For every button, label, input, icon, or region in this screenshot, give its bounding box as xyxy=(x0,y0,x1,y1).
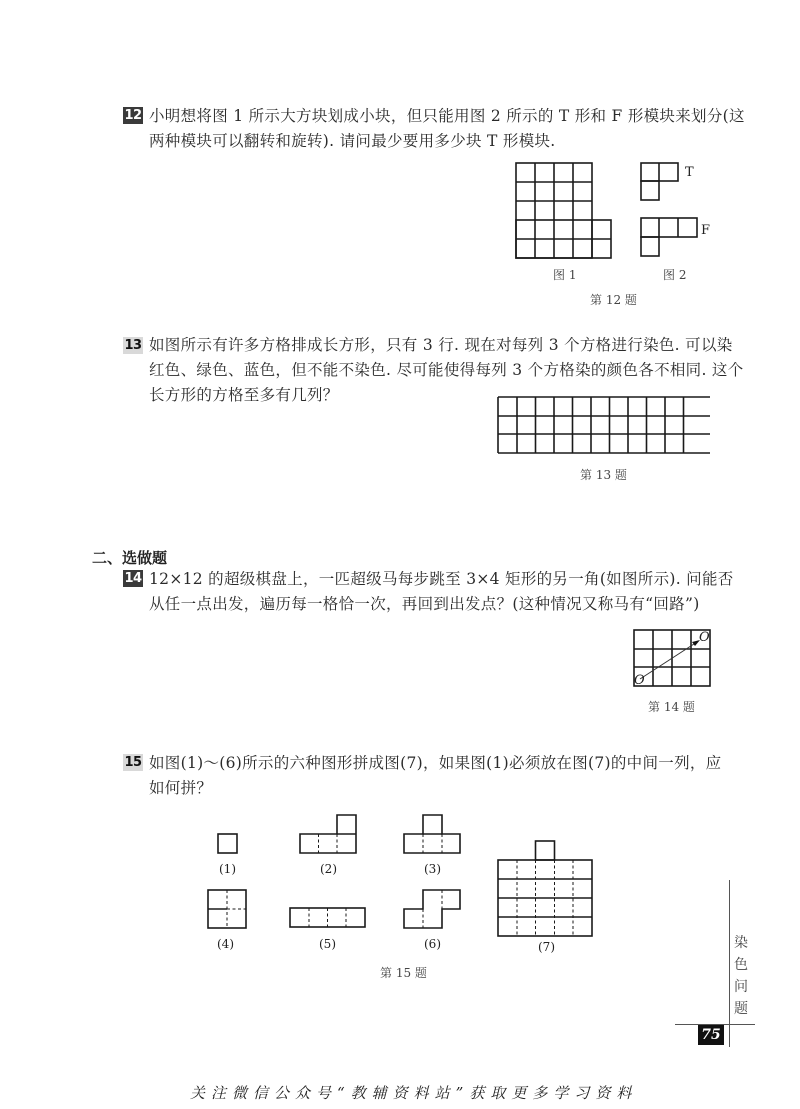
figure-caption: 第 15 题 xyxy=(380,966,427,980)
piece-3-label: (3) xyxy=(424,862,441,876)
start-point-label: O xyxy=(634,673,645,688)
chapter-title-char: 色 xyxy=(734,957,748,973)
t-shape-label: T xyxy=(685,165,694,180)
chapter-title-char: 染 xyxy=(734,935,748,951)
f-shape-figure xyxy=(641,218,701,258)
piece-6-figure xyxy=(404,890,464,932)
target-shape-figure xyxy=(498,841,598,941)
problem-number-badge: 14 xyxy=(124,571,142,586)
piece-4-figure xyxy=(208,890,250,932)
figure-1-grid xyxy=(516,163,612,259)
piece-2-figure xyxy=(300,815,360,857)
problem-text-line: 从任一点出发，遍历每一格恰一次，再回到出发点？(这种情况又称马有“回路”) xyxy=(149,595,700,613)
figure-2-label: 图 2 xyxy=(663,268,687,282)
f-shape-label: F xyxy=(701,223,711,238)
piece-1-label: (1) xyxy=(219,862,236,876)
piece-5-figure xyxy=(290,908,370,930)
figure-caption: 第 14 题 xyxy=(648,700,695,714)
knight-move-arrow xyxy=(640,642,697,679)
problem-text-line: 两种模块可以翻转和旋转). 请问最少要用多少块 T 形模块. xyxy=(149,132,556,150)
problem-text-line: 红色、绿色、蓝色，但不能不染色. 尽可能使得每列 3 个方格染的颜色各不相同. 这个 xyxy=(149,361,744,379)
three-row-grid-figure xyxy=(498,397,712,455)
footer-watermark: 关注微信公众号“教辅资料站”获取更多学习资料 xyxy=(190,1084,638,1102)
sidebar-vertical-rule xyxy=(729,880,730,1047)
problem-number-badge: 13 xyxy=(124,338,142,353)
piece-2-label: (2) xyxy=(320,862,337,876)
piece-1-figure xyxy=(218,834,240,856)
figure-1-label: 图 1 xyxy=(553,268,577,282)
problem-text-line: 小明想将图 1 所示大方块划成小块，但只能用图 2 所示的 T 形和 F 形模块来划分(这 xyxy=(149,107,745,125)
chapter-title-char: 题 xyxy=(734,1001,748,1017)
t-shape-figure xyxy=(641,163,681,203)
problem-number-badge: 12 xyxy=(124,108,142,123)
piece-7-label: (7) xyxy=(538,940,555,954)
figure-caption: 第 12 题 xyxy=(590,293,637,307)
end-point-label: O xyxy=(699,630,710,645)
problem-number-badge: 15 xyxy=(124,755,142,770)
figure-caption: 第 13 题 xyxy=(580,468,627,482)
section-heading: 二、选做题 xyxy=(92,549,168,567)
problem-text-line: 如何拼？ xyxy=(149,779,213,797)
piece-4-label: (4) xyxy=(217,937,234,951)
piece-6-label: (6) xyxy=(424,937,441,951)
chapter-title-char: 问 xyxy=(734,979,748,995)
problem-text-line: 长方形的方格至多有几列？ xyxy=(149,386,339,404)
problem-text-line: 如图(1)～(6)所示的六种图形拼成图(7)，如果图(1)必须放在图(7)的中间一列，应 xyxy=(149,754,722,772)
piece-3-figure xyxy=(404,815,464,857)
page-number: 75 xyxy=(698,1025,724,1045)
piece-5-label: (5) xyxy=(319,937,336,951)
problem-text-line: 如图所示有许多方格排成长方形，只有 3 行. 现在对每列 3 个方格进行染色. 可以染 xyxy=(149,336,733,354)
problem-text-line: 12×12 的超级棋盘上，一匹超级马每步跳至 3×4 矩形的另一角(如图所示). 问能否 xyxy=(149,570,734,588)
